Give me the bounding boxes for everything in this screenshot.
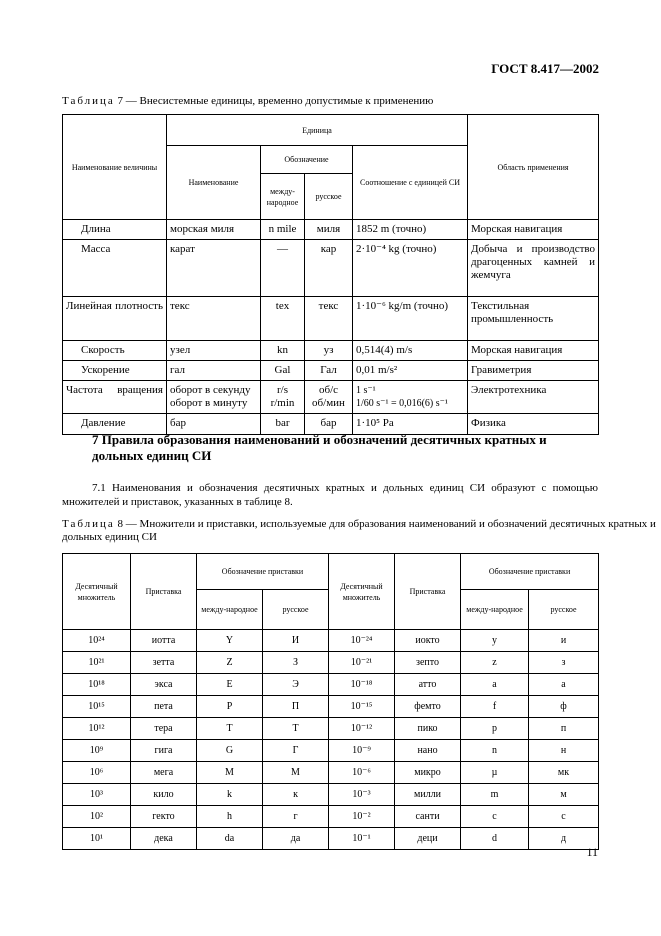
section-paragraph: 7.1 Наименования и обозначения десятичных кратных и дольных единиц СИ образуют с помощью множителей и приставок, указанных в таблице 8. xyxy=(62,482,598,508)
table-cell: T xyxy=(197,718,263,740)
col-header-multiplier-2: Десятичный множитель xyxy=(329,554,395,630)
table-cell: з xyxy=(529,652,599,674)
table-cell: санти xyxy=(395,806,461,828)
table-cell: 10² xyxy=(63,806,131,828)
table-cell: а xyxy=(529,674,599,696)
table-cell: k xyxy=(197,784,263,806)
document-header: ГОСТ 8.417—2002 xyxy=(491,61,599,76)
table-cell: З xyxy=(263,652,329,674)
table-7 xyxy=(62,114,599,435)
table-cell: 10⁻⁶ xyxy=(329,762,395,784)
col-header-designation: Обозначение xyxy=(261,146,353,174)
table-cell: с xyxy=(529,806,599,828)
col-header-russian: русское xyxy=(305,174,353,220)
table-cell: экса xyxy=(131,674,197,696)
table-cell: мега xyxy=(131,762,197,784)
table-cell: деци xyxy=(395,828,461,850)
table-cell: 10⁻¹ xyxy=(329,828,395,850)
table-row xyxy=(63,828,599,850)
table-row xyxy=(63,718,599,740)
table-cell: П xyxy=(263,696,329,718)
table-row xyxy=(63,806,599,828)
table-cell: мк xyxy=(529,762,599,784)
table-cell: 10³ xyxy=(63,784,131,806)
table-row xyxy=(63,740,599,762)
table-cell: 10⁶ xyxy=(63,762,131,784)
col-header-ratio: Соотношение с единицей СИ xyxy=(353,146,468,220)
table-cell: 10⁻⁹ xyxy=(329,740,395,762)
table-cell: Y xyxy=(197,630,263,652)
table-cell: микро xyxy=(395,762,461,784)
table-cell: атто xyxy=(395,674,461,696)
col-header-russian: русское xyxy=(263,590,329,630)
table-row xyxy=(63,630,599,652)
table-cell: И xyxy=(263,630,329,652)
table-row: Ускорение гал Gal Гал 0,01 m/s² Гравиметрия xyxy=(63,361,599,381)
col-header-prefix-2: Приставка xyxy=(395,554,461,630)
table-cell: 10⁻²¹ xyxy=(329,652,395,674)
table-cell: зетта xyxy=(131,652,197,674)
col-header-international: между-народное xyxy=(261,174,305,220)
table-cell: 10²⁴ xyxy=(63,630,131,652)
table-row xyxy=(63,784,599,806)
col-header-unit: Единица xyxy=(167,115,468,146)
table-cell: p xyxy=(461,718,529,740)
table-cell: зепто xyxy=(395,652,461,674)
table-cell: 10¹⁵ xyxy=(63,696,131,718)
table-row: Линейная плотность текс tex текс 1·10⁻⁶ kg/m (точно) Текстильная промышленность xyxy=(63,297,599,341)
table-row: Масса карат — кар 2·10⁻⁴ kg (точно) Добыча и производство драгоценных камней и жемчуга xyxy=(63,240,599,297)
table-cell: z xyxy=(461,652,529,674)
table-cell: м xyxy=(529,784,599,806)
table-cell: иокто xyxy=(395,630,461,652)
table-cell: д xyxy=(529,828,599,850)
table-cell: пико xyxy=(395,718,461,740)
table-row xyxy=(63,674,599,696)
table-row: Давление бар bar бар 1·10⁵ Pa Физика xyxy=(63,414,599,435)
table-cell: µ xyxy=(461,762,529,784)
table-cell: n xyxy=(461,740,529,762)
col-header-prefix: Приставка xyxy=(131,554,197,630)
col-header-multiplier: Десятичный множитель xyxy=(63,554,131,630)
col-header-designation-2: Обозначение приставки xyxy=(461,554,599,590)
table-cell: иотта xyxy=(131,630,197,652)
table-cell: гига xyxy=(131,740,197,762)
table-cell: милли xyxy=(395,784,461,806)
col-header-quantity: Наименование величины xyxy=(63,115,167,220)
table-cell: тера xyxy=(131,718,197,740)
table-cell: гекто xyxy=(131,806,197,828)
table-cell: да xyxy=(263,828,329,850)
table-cell: Z xyxy=(197,652,263,674)
table8-caption xyxy=(62,518,661,544)
table8-caption-label: Таблица xyxy=(62,518,115,530)
table-row xyxy=(63,696,599,718)
table-row xyxy=(63,652,599,674)
table-row: Длина морская миля n mile миля 1852 m (точно) Морская навигация xyxy=(63,220,599,240)
table-cell: ф xyxy=(529,696,599,718)
table-cell: п xyxy=(529,718,599,740)
table7-caption-text: 7 — Внесистемные единицы, временно допустимые к применению xyxy=(117,95,434,107)
col-header-international: между-народное xyxy=(197,590,263,630)
table-row: Частота вращения оборот в секунду оборот в минуту r/s r/min об/с об/мин 1 s⁻¹ 1/60 s⁻¹ = 0,016(6) s⁻¹ Электротехника xyxy=(63,381,599,414)
table-cell: 10¹ xyxy=(63,828,131,850)
table-8 xyxy=(62,553,599,850)
table7-caption-label: Таблица xyxy=(62,95,115,107)
table-cell: 10⁻² xyxy=(329,806,395,828)
col-header-russian-2: русское xyxy=(529,590,599,630)
col-header-field: Область применения xyxy=(468,115,599,220)
table-cell: г xyxy=(263,806,329,828)
table-cell: a xyxy=(461,674,529,696)
table-cell: нано xyxy=(395,740,461,762)
table-cell: G xyxy=(197,740,263,762)
table-cell: d xyxy=(461,828,529,850)
table-cell: пета xyxy=(131,696,197,718)
table-cell: f xyxy=(461,696,529,718)
table-cell: M xyxy=(197,762,263,784)
table-cell: н xyxy=(529,740,599,762)
table-row xyxy=(63,762,599,784)
table-cell: 10¹⁸ xyxy=(63,674,131,696)
table-cell: da xyxy=(197,828,263,850)
table-cell: y xyxy=(461,630,529,652)
table-cell: 10⁻³ xyxy=(329,784,395,806)
col-header-international-2: между-народное xyxy=(461,590,529,630)
table-cell: 10⁻¹⁸ xyxy=(329,674,395,696)
table-cell: h xyxy=(197,806,263,828)
table-cell: 10⁻¹² xyxy=(329,718,395,740)
table-cell: 10⁹ xyxy=(63,740,131,762)
table7-caption xyxy=(62,95,433,108)
table-cell: 10⁻²⁴ xyxy=(329,630,395,652)
table-cell: 10²¹ xyxy=(63,652,131,674)
page-number: 11 xyxy=(586,845,598,859)
section-title: 7 Правила образования наименований и обозначений десятичных кратных и дольных единиц СИ xyxy=(92,432,547,463)
table-cell: фемто xyxy=(395,696,461,718)
table-cell: и xyxy=(529,630,599,652)
table-cell: P xyxy=(197,696,263,718)
table-cell: кило xyxy=(131,784,197,806)
table-cell: дека xyxy=(131,828,197,850)
table8-caption-text: 8 — Множители и приставки, используемые для образования наименований и обозначений десятичных кратных и дольных единиц СИ xyxy=(62,518,656,543)
table-row: Скорость узел kn уз 0,514(4) m/s Морская навигация xyxy=(63,341,599,361)
table-cell: E xyxy=(197,674,263,696)
table-cell: Т xyxy=(263,718,329,740)
table-cell: к xyxy=(263,784,329,806)
col-header-designation: Обозначение приставки xyxy=(197,554,329,590)
table-cell: Г xyxy=(263,740,329,762)
table-cell: М xyxy=(263,762,329,784)
table-cell: m xyxy=(461,784,529,806)
table-cell: 10⁻¹⁵ xyxy=(329,696,395,718)
table-cell: Э xyxy=(263,674,329,696)
table-cell: 10¹² xyxy=(63,718,131,740)
col-header-name: Наименование xyxy=(167,146,261,220)
table-cell: c xyxy=(461,806,529,828)
